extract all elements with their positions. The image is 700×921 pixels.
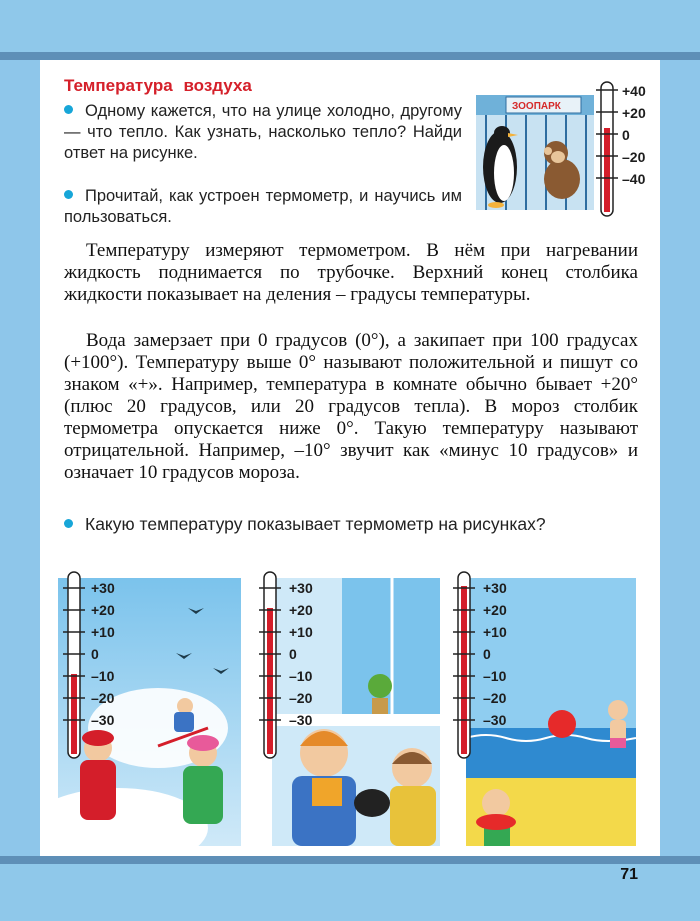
scale-label: +20 (622, 105, 646, 121)
scale-label: 0 (289, 646, 297, 662)
top-divider-line (0, 52, 700, 60)
scale-label: +20 (91, 602, 115, 618)
intro-bullet-1 (64, 101, 462, 164)
zoo-sign-text: ЗООПАРК (512, 101, 561, 112)
scale-label: +10 (91, 624, 115, 640)
top-thermometer-scale (622, 80, 646, 190)
scale-label: –10 (91, 668, 115, 684)
scale-label: –10 (483, 668, 507, 684)
body-paragraph-1: Температуру измеряют термометром. В нём при нагревании жидкость поднимается по трубочке. Верхний конец столбика жидкости показывает на деления – градусы температуры. (64, 240, 638, 305)
scale-label: –20 (622, 149, 646, 165)
bottom-margin-band (0, 864, 700, 921)
scale-label: +40 (622, 83, 646, 99)
question-text: Какую температуру показывает термометр на рисунках? (85, 514, 546, 534)
winter-thermometer-scale (91, 577, 115, 731)
scale-label: –40 (622, 171, 646, 187)
scale-label: –30 (289, 712, 313, 728)
beach-thermometer-scale (483, 577, 507, 731)
boy-reading (292, 729, 356, 846)
section-title: Температура воздуха (64, 76, 252, 95)
scale-label: +30 (91, 580, 115, 596)
page-number: 71 (620, 866, 638, 883)
scale-label: +20 (483, 602, 507, 618)
intro-bullet-2 (64, 186, 462, 228)
scale-label: –20 (483, 690, 507, 706)
room-thermometer-scale (289, 577, 313, 731)
scale-label: +30 (289, 580, 313, 596)
intro-bullet-1-text: Одному кажется, что на улице холодно, другому — что тепло. Как узнать, насколько тепло? Найди ответ на рисунке. (64, 102, 462, 162)
winter-thermometer (62, 570, 86, 762)
scale-label: –20 (289, 690, 313, 706)
scale-label: 0 (622, 127, 630, 143)
bullet-dot-icon (64, 105, 73, 114)
girl-figure (390, 748, 436, 846)
top-thermometer (594, 80, 620, 220)
scale-label: –10 (289, 668, 313, 684)
top-margin-band (0, 0, 700, 56)
scale-label: +20 (289, 602, 313, 618)
zoo-illustration (476, 95, 594, 210)
body-paragraph-2: Вода замерзает при 0 градусов (0°), а закипает при 100 градусах (+100°). Температуру выше 0° называют положительной и пишут со знаком «+». Например, температура в комнате обычно бывает +20° (плюс 20 градусов, или 20 градусов тепла). В мороз столбик термометра опускается ниже 0°. Такую температуру называют отрицательной. Например, –10° звучит как «минус 10 градусов» и означает 10 градусов мороза. (64, 330, 638, 483)
beach-thermometer (452, 570, 476, 762)
scale-label: –30 (483, 712, 507, 728)
scale-label: +30 (483, 580, 507, 596)
question (64, 514, 638, 535)
scale-label: +10 (483, 624, 507, 640)
girl-swimsuit (608, 700, 628, 748)
room-thermometer (258, 570, 282, 762)
intro-bullet-2-text: Прочитай, как устроен термометр, и научись им пользоваться. (64, 187, 462, 226)
scale-label: +10 (289, 624, 313, 640)
scale-label: 0 (483, 646, 491, 662)
bullet-dot-icon (64, 190, 73, 199)
bottom-divider-line (0, 856, 700, 864)
scale-label: –20 (91, 690, 115, 706)
scale-label: –30 (91, 712, 115, 728)
scale-label: 0 (91, 646, 99, 662)
bullet-dot-icon (64, 519, 73, 528)
